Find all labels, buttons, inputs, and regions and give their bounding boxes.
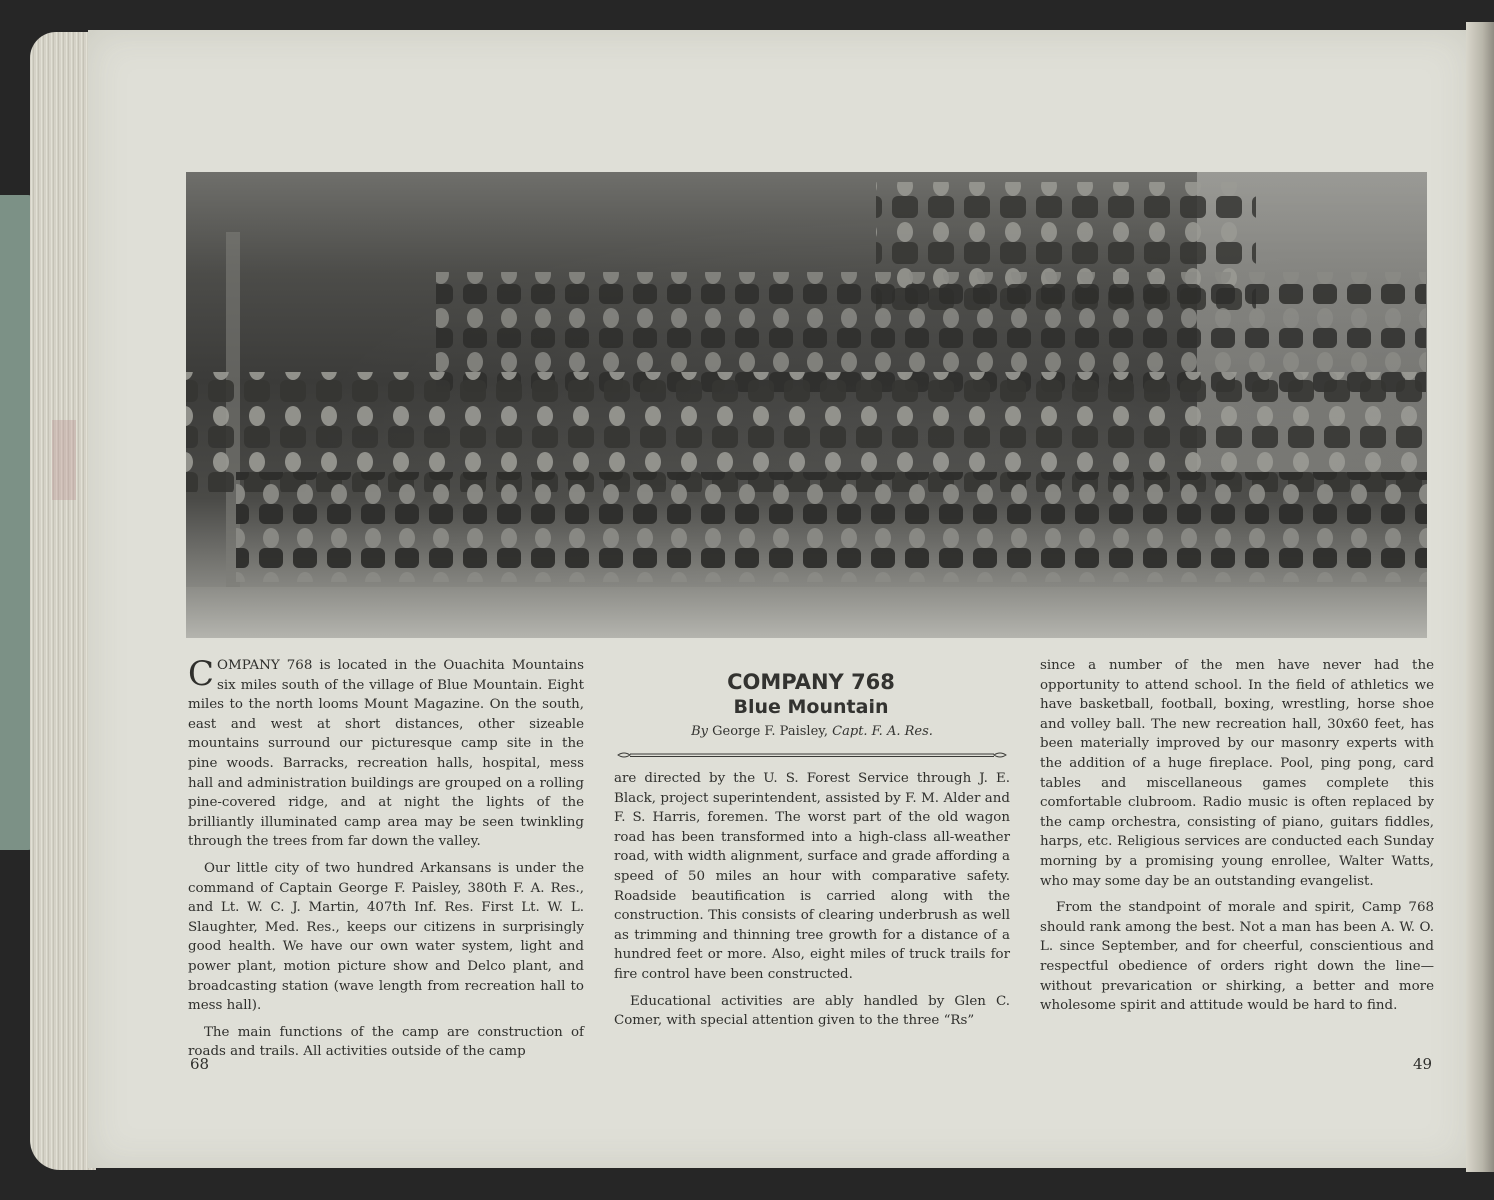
col1-paragraph-1: OMPANY 768 is located in the Ouachita Mountains six miles south of the village of Blue Mountain. Eight miles to the north looms Mount Magazine. On the south, east and west at short distances, other sizeable mountains surround our picturesque camp site in the pine woods. Barracks, recreation halls, hospital, mess hall and administration buildings are grouped on a rolling pine-covered ridge, and at night the lights of the brilliantly illuminated camp area may be seen twinkling through the trees from far down the valley. — [188, 658, 584, 850]
byline-author: George F. Paisley, — [712, 724, 829, 739]
page-number-right: 49 — [1413, 1055, 1433, 1073]
group-photo — [186, 172, 1427, 638]
article-subtitle: Blue Mountain — [733, 696, 889, 718]
col2-paragraph-1: are directed by the U. S. Forest Service through J. E. Black, project superintendent, assisted by F. M. Alder and F. S. Harris, foremen. The worst part of the old wagon road has been transformed into a high-class all-weather road, with width alignment, surface and grade affording a speed of 50 miles an hour with comparative safety. Roadside beautification is carried along with the construction. This consists of clearing underbrush as well as trimming and thinning tree growth for a distance of a hundred feet or more. Also, eight miles of truck trails for fire control have been constructed. — [614, 771, 1010, 982]
byline — [614, 724, 1010, 739]
column-3 — [1040, 656, 1434, 1016]
col1-paragraph-3: The main functions of the camp are construction of roads and trails. All activities outside of the camp — [188, 1024, 584, 1060]
page-number-left: 68 — [190, 1055, 210, 1073]
col3-paragraph-1: since a number of the men have never had the opportunity to attend school. In the field of athletics we have basketball, football, boxing, wrestling, horse shoe and volley ball. The new recreation hall, 30x60 feet, has been materially improved by our masonry experts with the addition of a huge fireplace. Pool, ping pong, card tables and miscellaneous games complete this comfortable clubroom. Radio music is often replaced by the camp orchestra, consisting of piano, guitars fiddles, harps, etc. Religious services are conducted each Sunday morning by a promising young enrollee, Walter Watts, who may some day be an outstanding evangelist. — [1040, 658, 1434, 889]
col1-paragraph-2: Our little city of two hundred Arkansans is under the command of Captain George F. Paisley, 380th F. A. Res., and Lt. W. C. J. Martin, 407th Inf. Res. First Lt. W. L. Slaughter, Med. Res., keeps our citizens in surprisingly good health. We have our own water system, light and power plant, motion picture show and Delco plant, and broadcasting station (wave length from recreation hall to mess hall). — [188, 860, 584, 1014]
green-bookmark-tab — [0, 195, 34, 850]
byline-rank: Capt. F. A. Res. — [832, 724, 933, 739]
col2-paragraph-2: Educational activities are ably handled by Glen C. Comer, with special attention given to the three “Rs” — [614, 993, 1010, 1029]
book-gutter — [1466, 22, 1494, 1172]
ornamental-rule — [616, 750, 1008, 760]
article-title: COMPANY 768 — [727, 670, 895, 694]
column-1 — [188, 656, 584, 1062]
column-2 — [614, 769, 1010, 1031]
byline-prefix: By — [691, 724, 709, 739]
drop-cap: C — [188, 654, 215, 694]
col3-paragraph-2: From the standpoint of morale and spirit, Camp 768 should rank among the best. Not a man has been A. W. O. L. since September, and for cheerful, conscientious and respectful obedience of orders right down the line—without prevarication or shirking, a better and more wholesome spirit and attitude would be hard to find. — [1040, 900, 1434, 1014]
page-stain — [52, 420, 76, 500]
group-photo-icon — [186, 172, 1427, 638]
page-edges — [30, 32, 96, 1170]
